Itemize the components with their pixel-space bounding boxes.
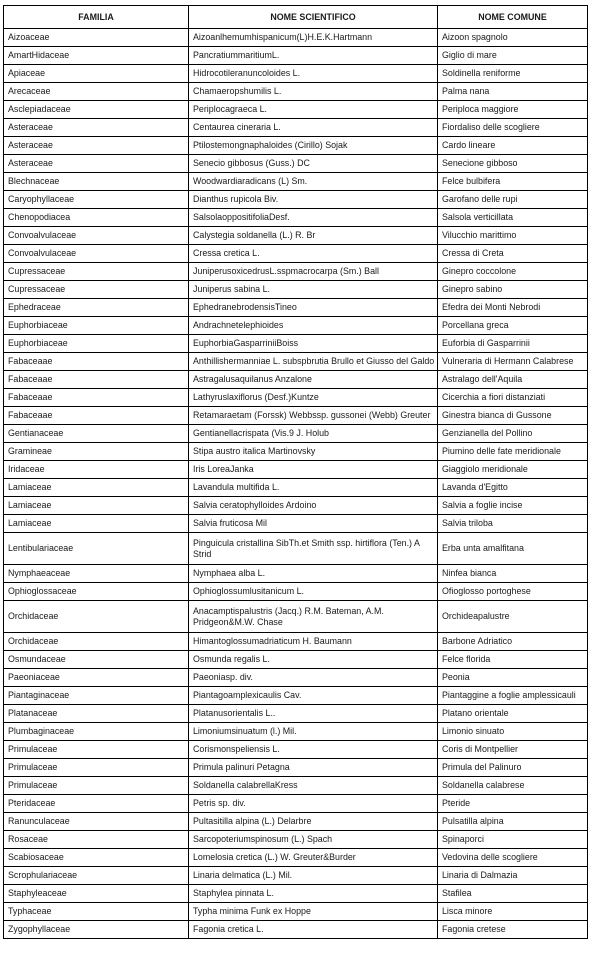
- cell-nome-scientifico: Dianthus rupicola Biv.: [189, 191, 438, 209]
- cell-nome-scientifico: Centaurea cineraria L.: [189, 119, 438, 137]
- cell-familia: Apiaceae: [4, 65, 189, 83]
- table-row: [4, 583, 588, 601]
- cell-nome-scientifico: Piantagoamplexicaulis Cav.: [189, 687, 438, 705]
- cell-nome-scientifico: Linaria delmatica (L.) Mil.: [189, 867, 438, 885]
- cell-nome-comune: Salvia a foglie incise: [438, 497, 588, 515]
- table-row: [4, 651, 588, 669]
- table-row: [4, 299, 588, 317]
- cell-nome-comune: Salsola verticillata: [438, 209, 588, 227]
- cell-nome-comune: Euforbia di Gasparrinii: [438, 335, 588, 353]
- cell-nome-scientifico: Lathyruslaxiflorus (Desf.)Kuntze: [189, 389, 438, 407]
- cell-nome-comune: Linaria di Dalmazia: [438, 867, 588, 885]
- cell-nome-scientifico: Limoniumsinuatum (l.) Mil.: [189, 723, 438, 741]
- cell-nome-comune: Peonia: [438, 669, 588, 687]
- table-row: [4, 119, 588, 137]
- cell-nome-scientifico: JuniperusoxicedrusL.sspmacrocarpa (Sm.) Ball: [189, 263, 438, 281]
- cell-familia: Platanaceae: [4, 705, 189, 723]
- table-row: [4, 601, 588, 633]
- cell-nome-comune: Primula del Palinuro: [438, 759, 588, 777]
- cell-nome-scientifico: Anthillishermanniae L. subspbrutia Brullo et Giusso del Galdo: [189, 353, 438, 371]
- cell-familia: Scabiosaceae: [4, 849, 189, 867]
- cell-familia: Asteraceae: [4, 155, 189, 173]
- cell-familia: Pteridaceae: [4, 795, 189, 813]
- cell-nome-scientifico: Staphylea pinnata L.: [189, 885, 438, 903]
- table-row: [4, 849, 588, 867]
- table-row: [4, 65, 588, 83]
- table-row: [4, 813, 588, 831]
- table-row: [4, 705, 588, 723]
- cell-nome-comune: Cressa di Creta: [438, 245, 588, 263]
- cell-familia: Primulaceae: [4, 741, 189, 759]
- cell-nome-comune: Senecione gibboso: [438, 155, 588, 173]
- cell-familia: Euphorbiaceae: [4, 335, 189, 353]
- cell-familia: Ophioglossaceae: [4, 583, 189, 601]
- cell-familia: Orchidaceae: [4, 601, 189, 633]
- table-row: [4, 515, 588, 533]
- cell-nome-comune: Cicerchia a fiori distanziati: [438, 389, 588, 407]
- cell-nome-comune: Barbone Adriatico: [438, 633, 588, 651]
- cell-familia: Ephedraceae: [4, 299, 189, 317]
- table-row: [4, 903, 588, 921]
- cell-nome-comune: Palma nana: [438, 83, 588, 101]
- cell-nome-comune: Pulsatilla alpina: [438, 813, 588, 831]
- table-row: [4, 317, 588, 335]
- cell-familia: Fabaceaae: [4, 407, 189, 425]
- cell-nome-comune: Giglio di mare: [438, 47, 588, 65]
- header-nome-scientifico: NOME SCIENTIFICO: [189, 6, 438, 29]
- cell-nome-scientifico: Woodwardiaradicans (L) Sm.: [189, 173, 438, 191]
- cell-familia: Arecaceae: [4, 83, 189, 101]
- cell-familia: Piantaginaceae: [4, 687, 189, 705]
- cell-nome-comune: Vilucchio marittimo: [438, 227, 588, 245]
- cell-familia: Gentianaceae: [4, 425, 189, 443]
- cell-nome-comune: Pteride: [438, 795, 588, 813]
- cell-nome-comune: Giaggiolo meridionale: [438, 461, 588, 479]
- cell-nome-comune: Cardo lineare: [438, 137, 588, 155]
- cell-nome-scientifico: Lomelosia cretica (L.) W. Greuter&Burder: [189, 849, 438, 867]
- cell-nome-comune: Vulneraria di Hermann Calabrese: [438, 353, 588, 371]
- table-row: [4, 227, 588, 245]
- table-row: [4, 533, 588, 565]
- cell-familia: Paeoniaceae: [4, 669, 189, 687]
- cell-nome-scientifico: Iris LoreaJanka: [189, 461, 438, 479]
- table-row: [4, 389, 588, 407]
- cell-nome-scientifico: Astragalusaquilanus Anzalone: [189, 371, 438, 389]
- cell-familia: Asteraceae: [4, 119, 189, 137]
- cell-familia: Lamiaceae: [4, 515, 189, 533]
- cell-nome-comune: Piantaggine a foglie amplessicauli: [438, 687, 588, 705]
- table-row: [4, 29, 588, 47]
- cell-nome-comune: Astralago dell'Aquila: [438, 371, 588, 389]
- table-row: [4, 831, 588, 849]
- cell-nome-scientifico: Andrachnetelephioides: [189, 317, 438, 335]
- header-familia: FAMILIA: [4, 6, 189, 29]
- cell-familia: Caryophyllaceae: [4, 191, 189, 209]
- table-row: [4, 425, 588, 443]
- cell-nome-scientifico: Stipa austro italica Martinovsky: [189, 443, 438, 461]
- cell-familia: Scrophulariaceae: [4, 867, 189, 885]
- cell-familia: Nymphaeaceae: [4, 565, 189, 583]
- cell-nome-scientifico: Nymphaea alba L.: [189, 565, 438, 583]
- cell-nome-scientifico: Himantoglossumadriaticum H. Baumann: [189, 633, 438, 651]
- cell-familia: Primulaceae: [4, 777, 189, 795]
- cell-nome-scientifico: Osmunda regalis L.: [189, 651, 438, 669]
- cell-nome-comune: Coris di Montpellier: [438, 741, 588, 759]
- table-row: [4, 669, 588, 687]
- cell-familia: Typhaceae: [4, 903, 189, 921]
- table-row: [4, 47, 588, 65]
- cell-nome-comune: Aizoon spagnolo: [438, 29, 588, 47]
- table-row: [4, 155, 588, 173]
- cell-nome-scientifico: Corismonspeliensis L.: [189, 741, 438, 759]
- cell-nome-comune: Soldanella calabrese: [438, 777, 588, 795]
- cell-nome-comune: Fagonia cretese: [438, 921, 588, 939]
- cell-familia: Primulaceae: [4, 759, 189, 777]
- cell-familia: Fabaceaae: [4, 389, 189, 407]
- cell-familia: Cupressaceae: [4, 263, 189, 281]
- cell-familia: AmartHidaceae: [4, 47, 189, 65]
- table-row: [4, 723, 588, 741]
- cell-nome-comune: Periploca maggiore: [438, 101, 588, 119]
- cell-familia: Blechnaceae: [4, 173, 189, 191]
- cell-familia: Plumbaginaceae: [4, 723, 189, 741]
- cell-familia: Cupressaceae: [4, 281, 189, 299]
- header-nome-comune: NOME COMUNE: [438, 6, 588, 29]
- cell-familia: Asclepiadaceae: [4, 101, 189, 119]
- table-row: [4, 479, 588, 497]
- cell-nome-comune: Felce florida: [438, 651, 588, 669]
- cell-nome-comune: Ginestra bianca di Gussone: [438, 407, 588, 425]
- cell-nome-scientifico: EuphorbiaGasparriniiBoiss: [189, 335, 438, 353]
- cell-nome-comune: Ninfea bianca: [438, 565, 588, 583]
- table-row: [4, 353, 588, 371]
- cell-familia: Iridaceae: [4, 461, 189, 479]
- table-row: [4, 741, 588, 759]
- cell-nome-scientifico: Periplocagraeca L.: [189, 101, 438, 119]
- table-row: [4, 795, 588, 813]
- cell-nome-comune: Spinaporci: [438, 831, 588, 849]
- cell-nome-comune: Lavanda d'Egitto: [438, 479, 588, 497]
- cell-nome-scientifico: Hidrocotileranuncoloides L.: [189, 65, 438, 83]
- cell-familia: Orchidaceae: [4, 633, 189, 651]
- cell-nome-scientifico: Lavandula multifida L.: [189, 479, 438, 497]
- cell-familia: Ranunculaceae: [4, 813, 189, 831]
- cell-nome-comune: Limonio sinuato: [438, 723, 588, 741]
- table-row: [4, 101, 588, 119]
- table-row: [4, 867, 588, 885]
- table-row: [4, 245, 588, 263]
- cell-nome-comune: Erba unta amalfitana: [438, 533, 588, 565]
- cell-nome-comune: Genzianella del Pollino: [438, 425, 588, 443]
- table-row: [4, 173, 588, 191]
- cell-nome-comune: Soldinella reniforme: [438, 65, 588, 83]
- cell-nome-comune: Fiordaliso delle scogliere: [438, 119, 588, 137]
- table-row: [4, 461, 588, 479]
- cell-nome-comune: Salvia triloba: [438, 515, 588, 533]
- cell-familia: Aizoaceae: [4, 29, 189, 47]
- cell-familia: Osmundaceae: [4, 651, 189, 669]
- cell-nome-scientifico: Anacamptispalustris (Jacq.) R.M. Bateman, A.M. Pridgeon&M.W. Chase: [189, 601, 438, 633]
- cell-nome-comune: Vedovina delle scogliere: [438, 849, 588, 867]
- cell-nome-scientifico: Senecio gibbosus (Guss.) DC: [189, 155, 438, 173]
- cell-nome-scientifico: Sarcopoteriumspinosum (L.) Spach: [189, 831, 438, 849]
- table-row: [4, 371, 588, 389]
- table-row: [4, 443, 588, 461]
- cell-nome-comune: Efedra dei Monti Nebrodi: [438, 299, 588, 317]
- species-rows: [4, 29, 588, 939]
- table-row: [4, 565, 588, 583]
- cell-familia: Asteraceae: [4, 137, 189, 155]
- cell-nome-scientifico: Aizoanlhemumhispanicum(L)H.E.K.Hartmann: [189, 29, 438, 47]
- table-row: [4, 633, 588, 651]
- cell-nome-scientifico: Cressa cretica L.: [189, 245, 438, 263]
- table-row: [4, 335, 588, 353]
- table-row: [4, 137, 588, 155]
- cell-nome-scientifico: PancratiummaritiumL.: [189, 47, 438, 65]
- cell-nome-scientifico: Calystegia soldanella (L.) R. Br: [189, 227, 438, 245]
- cell-familia: Fabaceaae: [4, 371, 189, 389]
- cell-familia: Lamiaceae: [4, 497, 189, 515]
- cell-nome-comune: Garofano delle rupi: [438, 191, 588, 209]
- cell-nome-scientifico: Pinguicula cristallina SibTh.et Smith ssp. hirtiflora (Ten.) A Strid: [189, 533, 438, 565]
- table-row: [4, 777, 588, 795]
- table-row: [4, 407, 588, 425]
- cell-familia: Convoalvulaceae: [4, 227, 189, 245]
- cell-nome-scientifico: Salvia fruticosa Mil: [189, 515, 438, 533]
- table-row: [4, 687, 588, 705]
- table-row: [4, 759, 588, 777]
- cell-familia: Euphorbiaceae: [4, 317, 189, 335]
- cell-nome-comune: Ginepro sabino: [438, 281, 588, 299]
- cell-familia: Chenopodiacea: [4, 209, 189, 227]
- table-row: [4, 497, 588, 515]
- cell-familia: Rosaceae: [4, 831, 189, 849]
- table-row: [4, 921, 588, 939]
- cell-nome-comune: Porcellana greca: [438, 317, 588, 335]
- cell-nome-scientifico: Chamaeropshumilis L.: [189, 83, 438, 101]
- cell-nome-scientifico: Pultasitilla alpina (L.) Delarbre: [189, 813, 438, 831]
- cell-nome-comune: Piumino delle fate meridionale: [438, 443, 588, 461]
- cell-nome-scientifico: Typha minima Funk ex Hoppe: [189, 903, 438, 921]
- table-row: [4, 83, 588, 101]
- cell-nome-scientifico: Paeoniasp. div.: [189, 669, 438, 687]
- cell-familia: Lamiaceae: [4, 479, 189, 497]
- cell-familia: Convoalvulaceae: [4, 245, 189, 263]
- cell-familia: Fabaceaae: [4, 353, 189, 371]
- cell-nome-comune: Stafilea: [438, 885, 588, 903]
- species-table: [3, 5, 588, 939]
- cell-nome-scientifico: Salvia ceratophylloides Ardoino: [189, 497, 438, 515]
- table-row: [4, 191, 588, 209]
- cell-nome-comune: Platano orientale: [438, 705, 588, 723]
- cell-nome-scientifico: Juniperus sabina L.: [189, 281, 438, 299]
- cell-nome-scientifico: Petris sp. div.: [189, 795, 438, 813]
- table-row: [4, 263, 588, 281]
- cell-nome-scientifico: Ophioglossumlusitanicum L.: [189, 583, 438, 601]
- cell-nome-scientifico: Ptilostemongnaphaloides (Cirillo) Sojak: [189, 137, 438, 155]
- table-row: [4, 885, 588, 903]
- cell-familia: Lentibulariaceae: [4, 533, 189, 565]
- cell-nome-scientifico: Retamaraetam (Forssk) Webbssp. gussonei (Webb) Greuter: [189, 407, 438, 425]
- cell-familia: Staphyleaceae: [4, 885, 189, 903]
- cell-nome-scientifico: Soldanella calabrellaKress: [189, 777, 438, 795]
- cell-nome-scientifico: SalsolaoppositifoliaDesf.: [189, 209, 438, 227]
- cell-nome-scientifico: Primula palinuri Petagna: [189, 759, 438, 777]
- cell-nome-scientifico: Platanusorientalis L..: [189, 705, 438, 723]
- cell-nome-comune: Orchideapalustre: [438, 601, 588, 633]
- header-row: [4, 6, 588, 29]
- cell-nome-comune: Lisca minore: [438, 903, 588, 921]
- cell-nome-comune: Ofioglosso portoghese: [438, 583, 588, 601]
- cell-nome-comune: Ginepro coccolone: [438, 263, 588, 281]
- cell-nome-scientifico: Gentianellacrispata (Vis.9 J. Holub: [189, 425, 438, 443]
- cell-familia: Gramineae: [4, 443, 189, 461]
- cell-nome-scientifico: EphedranebrodensisTineo: [189, 299, 438, 317]
- table-row: [4, 281, 588, 299]
- cell-familia: Zygophyllaceae: [4, 921, 189, 939]
- table-row: [4, 209, 588, 227]
- cell-nome-scientifico: Fagonia cretica L.: [189, 921, 438, 939]
- cell-nome-comune: Felce bulbifera: [438, 173, 588, 191]
